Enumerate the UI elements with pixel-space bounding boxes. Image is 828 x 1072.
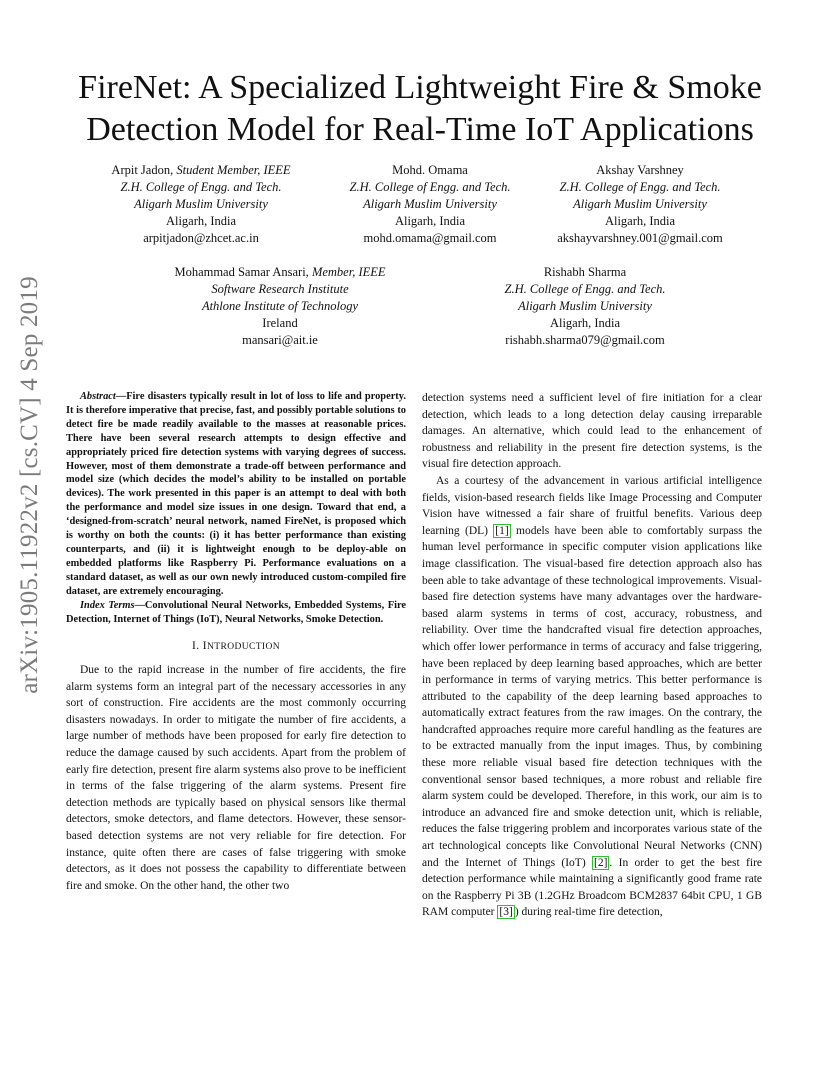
arxiv-identifier: arXiv:1905.11922v2 [cs.CV] 4 Sep 2019 (16, 276, 43, 694)
title-line-2: Detection Model for Real-Time IoT Applications (86, 111, 754, 148)
author-university: Aligarh Muslim University (518, 299, 652, 313)
author-block-3 (520, 162, 760, 247)
section-title-initial: I (202, 640, 207, 653)
author-email[interactable]: rishabh.sharma079@gmail.com (505, 333, 665, 347)
author-role: Member, IEEE (311, 265, 386, 279)
section-title-rest: NTRODUCTION (207, 642, 281, 653)
index-terms-label: Index Terms (80, 599, 135, 611)
citation-link[interactable]: [1] (495, 524, 509, 537)
author-name: Akshay Varshney (596, 163, 684, 177)
author-university: Athlone Institute of Technology (201, 299, 359, 313)
author-location: Aligarh, India (549, 316, 621, 330)
author-email[interactable]: arpitjadon@zhcet.ac.in (143, 231, 259, 245)
author-affiliation: Z.H. College of Engg. and Tech. (559, 180, 721, 194)
author-university: Aligarh Muslim University (363, 197, 497, 211)
author-affiliation: Z.H. College of Engg. and Tech. (349, 180, 511, 194)
title-line-1: FireNet: A Specialized Lightweight Fire & Smoke (78, 69, 762, 106)
author-university: Aligarh Muslim University (134, 197, 268, 211)
author-email[interactable]: mohd.omama@gmail.com (363, 231, 497, 245)
author-name: Rishabh Sharma (543, 265, 627, 279)
intro-paragraph-2: As a courtesy of the advancement in various artificial intelligence fields, vision-based research fields like Image Processing and Computer Vision have witnessed a fair share of fruitful benefits. Various deep learning (DL) [1] models have been able to comfortably surpass the human level performance in specific computer vision applications like image classification. The visual-based fire detection approach also has been able to take advantage of these technological improvements. Visual-based fire detection systems have many advantages over the hardware-based alarm systems in terms of cost, accuracy, robustness, and reliability. Over time the handcrafted visual fire detection approaches, which offer lower performance in terms of accuracy and false triggering, have been replaced by deep learning based approaches, which are better in performance in terms of varying metrics. This better performance is attributed to the capability of the deep learning based approaches to automatically extract features from the raw images. On the contrary, the handcrafted approaches require more careful handling as the features are to be extracted manually from the input images. Thus, by combining these more reliable visual based fire detection techniques with the conventional sensor based techniques, a more robust and reliable fire alarm system could be developed. Therefore, in this work, our aim is to introduce an advanced fire and smoke detection unit, which is reliable, reduces the false triggering problem and incorporates various state of the art technological concepts like Convolutional Neural Networks (CNN) and the Internet of Things (IoT) [2] . In order to get the best fire detection performance while maintaining a significantly good frame rate on the Raspberry Pi 3B (1.2GHz Broadcom BCM2837 64bit CPU, 1 GB RAM computer [3] ) during real-time fire detection, (422, 474, 762, 919)
author-university: Aligarh Muslim University (573, 197, 707, 211)
intro-paragraph-1-continued: detection systems need a sufficient level of fire initiation for a clear detection, which leads to a long detection delay causing irreparable damages. An alternative, which could lead to the enhancement of robustness and reliability in the present fire detection systems, is the visual fire detection approach. (422, 392, 762, 471)
author-email[interactable]: akshayvarshney.001@gmail.com (557, 231, 723, 245)
paper-title (60, 67, 780, 151)
abstract-label: Abstract (80, 391, 116, 402)
author-location: Aligarh, India (394, 214, 466, 228)
author-location: Ireland (262, 316, 298, 330)
citation-link[interactable]: [2] (594, 856, 608, 869)
author-role: Student Member, IEEE (176, 163, 291, 177)
author-name: Mohd. Omama (392, 163, 468, 177)
author-affiliation: Z.H. College of Engg. and Tech. (120, 180, 282, 194)
author-location: Aligarh, India (604, 214, 676, 228)
right-column (422, 390, 762, 921)
author-location: Aligarh, India (165, 214, 237, 228)
left-column (66, 390, 406, 894)
citation-link[interactable]: [3] (499, 906, 513, 919)
abstract: Abstract—Fire disasters typically result in lot of loss to life and property. It is therefore imperative that precise, fast, and possibly portable solutions to detect fire be made readily available to the masses at reasonable prices. There have been several research attempts to design effective and appropriately priced fire detection systems with varying degrees of success. However, most of them demonstrate a trade-off between performance and model size (which decides the model’s ability to be installed on portable devices). The work presented in this paper is an attempt to deal with both the performance and model size issues in one design. Toward that end, a ‘designed-from-scratch’ neural network, named FireNet, is proposed which is worthy on both the counts: (i) it has better performance than existing counterparts, and (ii) it is lightweight enough to be deploy-able on embedded platforms like Raspberry Pi. Performance evaluations on a standard dataset, as well as our own newly introduced custom-compiled fire dataset, are extremely encouraging. Index Terms—Convolutional Neural Networks, Embedded Systems, Fire Detection, Internet of Things (IoT), Neural Networks, Smoke Detection. (66, 391, 406, 625)
index-terms-text: Convolutional Neural Networks, Embedded Systems, Fire Detection, Internet of Things (IoT), Neural Networks, Smoke Detection. (66, 599, 406, 625)
author-block-2 (310, 162, 550, 247)
author-name: Arpit Jadon, (111, 163, 174, 177)
section-heading (66, 638, 406, 656)
author-affiliation: Z.H. College of Engg. and Tech. (504, 282, 666, 296)
author-block-5 (460, 264, 710, 349)
section-number: I. (191, 640, 200, 653)
author-affiliation: Software Research Institute (211, 282, 349, 296)
author-block-1 (76, 162, 326, 247)
abstract-text: Fire disasters typically result in lot of loss to life and property. It is therefore imperative that precise, fast, and possibly portable solutions to detect fire be made readily available to the masses at reasonable prices. There have been several research attempts to design effective and appropriately priced fire detection systems with varying degrees of success. However, most of them demonstrate a trade-off between performance and model size (which decides the model’s ability to be installed on portable devices). The work presented in this paper is an attempt to deal with both the performance and model size issues in one design. Toward that end, a ‘designed-from-scratch’ neural network, named FireNet, is proposed which is worthy on both the counts: (i) it has better performance than existing counterparts, and (ii) it is lightweight enough to be deploy-able on embedded platforms like Raspberry Pi. Performance evaluations on a standard dataset, as well as our own newly introduced custom-compiled fire dataset, are extremely encouraging. (66, 391, 406, 597)
author-block-4 (140, 264, 420, 349)
author-name: Mohammad Samar Ansari, (174, 265, 309, 279)
intro-paragraph-1: Due to the rapid increase in the number of fire accidents, the fire alarm systems form an integral part of the necessary accessories in any sort of construction. Fire accidents are the most commonly occurring disasters nowadays. In order to mitigate the number of fire accidents, a large number of methods have been proposed for early fire detection to reduce the damage caused by such accidents. Apart from the problem of early fire detection, present fire alarm systems also prove to be inefficient in terms of the false triggering of the alarm systems. Present fire detection methods are typically based on physical sensors like thermal detectors, smoke detectors, and flame detectors. However, these sensor-based detection systems are not very reliable for fire detection. For instance, quite often there are cases of false triggering with smoke detectors, as it does not possess the capability to differentiate between fire and smoke. On the other hand, the other two (66, 664, 406, 892)
author-email[interactable]: mansari@ait.ie (242, 333, 318, 347)
